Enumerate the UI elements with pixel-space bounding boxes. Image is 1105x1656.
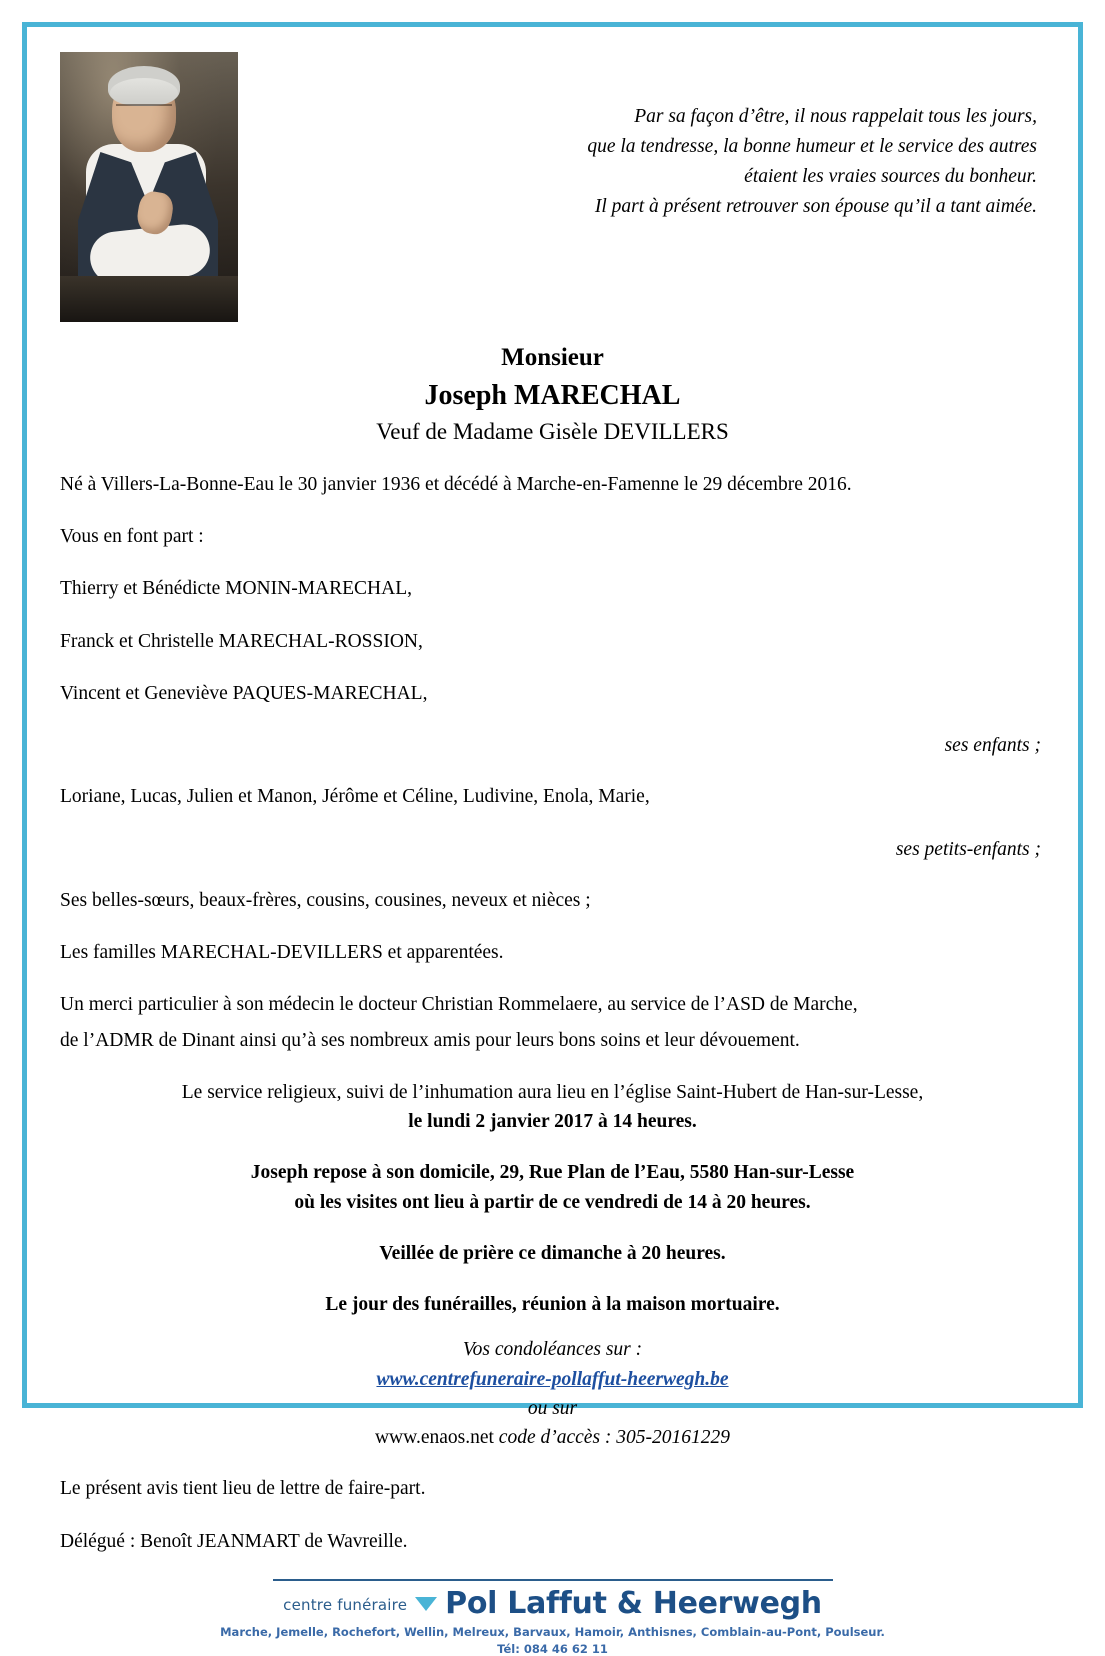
- deceased-names: [60, 340, 1045, 450]
- logo-brand-name: Pol Laffut & Heerwegh: [445, 1585, 822, 1621]
- portrait-foreground: [60, 276, 238, 322]
- legal-notice-line: Le présent avis tient lieu de lettre de faire-part.: [60, 1478, 426, 1500]
- delegate-line: Délégué : Benoît JEANMART de Wavreille.: [60, 1530, 408, 1552]
- birth-death-line: Né à Villers-La-Bonne-Eau le 30 janvier 1936 et décédé à Marche-en-Famenne le 29 décembre 2016.: [60, 473, 852, 495]
- child-line-3: Vincent et Geneviève PAQUES-MARECHAL,: [60, 682, 428, 704]
- thanks-line-2: de l’ADMR de Dinant ainsi qu’à ses nombreux amis pour leurs bons soins et leur dévouement.: [60, 1029, 800, 1051]
- grandchildren-note: ses petits-enfants ;: [895, 838, 1041, 860]
- access-code-text: code d’accès : 305-20161229: [498, 1427, 731, 1448]
- deceased-title: Monsieur: [501, 344, 604, 371]
- families-line: Les familles MARECHAL-DEVILLERS et apparentées.: [60, 942, 504, 963]
- condolences-url-row: [60, 1365, 1045, 1394]
- children-note: ses enfants ;: [944, 735, 1041, 756]
- announce-line: Vous en font part :: [60, 526, 204, 547]
- footer-divider: [273, 1579, 833, 1581]
- epigraph-line-4: Il part à présent retrouver son épouse qu’il a tant aimée.: [594, 196, 1037, 218]
- child-line-2: Franck et Christelle MARECHAL-ROSSION,: [60, 630, 423, 652]
- portrait-container: [60, 38, 240, 322]
- epigraph: [240, 38, 1045, 222]
- repose-line-1: Joseph repose à son domicile, 29, Rue Plan de l’Eau, 5580 Han-sur-Lesse: [250, 1162, 855, 1184]
- epigraph-line-3: étaient les vraies sources du bonheur.: [744, 166, 1037, 188]
- portrait-photo: [60, 52, 238, 322]
- gathering-line: Le jour des funérailles, réunion à la maison mortuaire.: [325, 1294, 780, 1315]
- enaos-row: [60, 1423, 1045, 1452]
- footer-phone: Tél: 084 46 62 11: [497, 1641, 608, 1656]
- funeral-home-footer: [60, 1579, 1045, 1656]
- header-area: [60, 38, 1045, 322]
- or-label: ou sur: [527, 1397, 578, 1419]
- in-laws-line: Ses belles-sœurs, beaux-frères, cousins, cousines, neveux et nièces ;: [60, 889, 591, 911]
- enaos-url-link[interactable]: www.enaos.net: [374, 1427, 494, 1448]
- condolences-label: Vos condoléances sur :: [462, 1339, 643, 1361]
- vigil-block: [60, 1239, 1045, 1268]
- service-line-1: Le service religieux, suivi de l’inhumation aura lieu en l’église Saint-Hubert de Han-sur-Lesse,: [181, 1081, 924, 1103]
- announcement-body: [60, 470, 1045, 1556]
- funeral-home-logo: [60, 1585, 1045, 1621]
- portrait-glasses: [116, 104, 172, 118]
- deceased-spouse-line: Veuf de Madame Gisèle DEVILLERS: [376, 419, 729, 445]
- condolences-block: [60, 1290, 1045, 1452]
- thanks-line-1: Un merci particulier à son médecin le docteur Christian Rommelaere, au service de l’ASD de Marche,: [60, 994, 858, 1016]
- vigil-line: Veillée de prière ce dimanche à 20 heures.: [379, 1242, 726, 1264]
- repose-block: [60, 1158, 1045, 1217]
- child-line-1: Thierry et Bénédicte MONIN-MARECHAL,: [60, 578, 412, 600]
- grandchildren-line: Loriane, Lucas, Julien et Manon, Jérôme et Céline, Ludivine, Enola, Marie,: [60, 786, 650, 808]
- triangle-icon: [415, 1597, 437, 1611]
- condolences-url-link[interactable]: www.centrefuneraire-pollaffut-heerwegh.be: [376, 1368, 729, 1390]
- service-line-2: le lundi 2 janvier 2017 à 14 heures.: [408, 1111, 697, 1132]
- card-content: [22, 22, 1083, 1656]
- religious-service-block: [60, 1078, 1045, 1137]
- epigraph-line-2: que la tendresse, la bonne humeur et le service des autres: [587, 136, 1037, 158]
- deceased-name: Joseph MARECHAL: [424, 379, 681, 411]
- logo-subtitle: centre funéraire: [283, 1595, 408, 1614]
- repose-line-2: où les visites ont lieu à partir de ce vendredi de 14 à 20 heures.: [294, 1191, 811, 1213]
- footer-towns: Marche, Jemelle, Rochefort, Wellin, Melreux, Barvaux, Hamoir, Anthisnes, Comblain-au-Pont, Poulseur.: [220, 1624, 885, 1639]
- epigraph-line-1: Par sa façon d’être, il nous rappelait tous les jours,: [634, 106, 1037, 127]
